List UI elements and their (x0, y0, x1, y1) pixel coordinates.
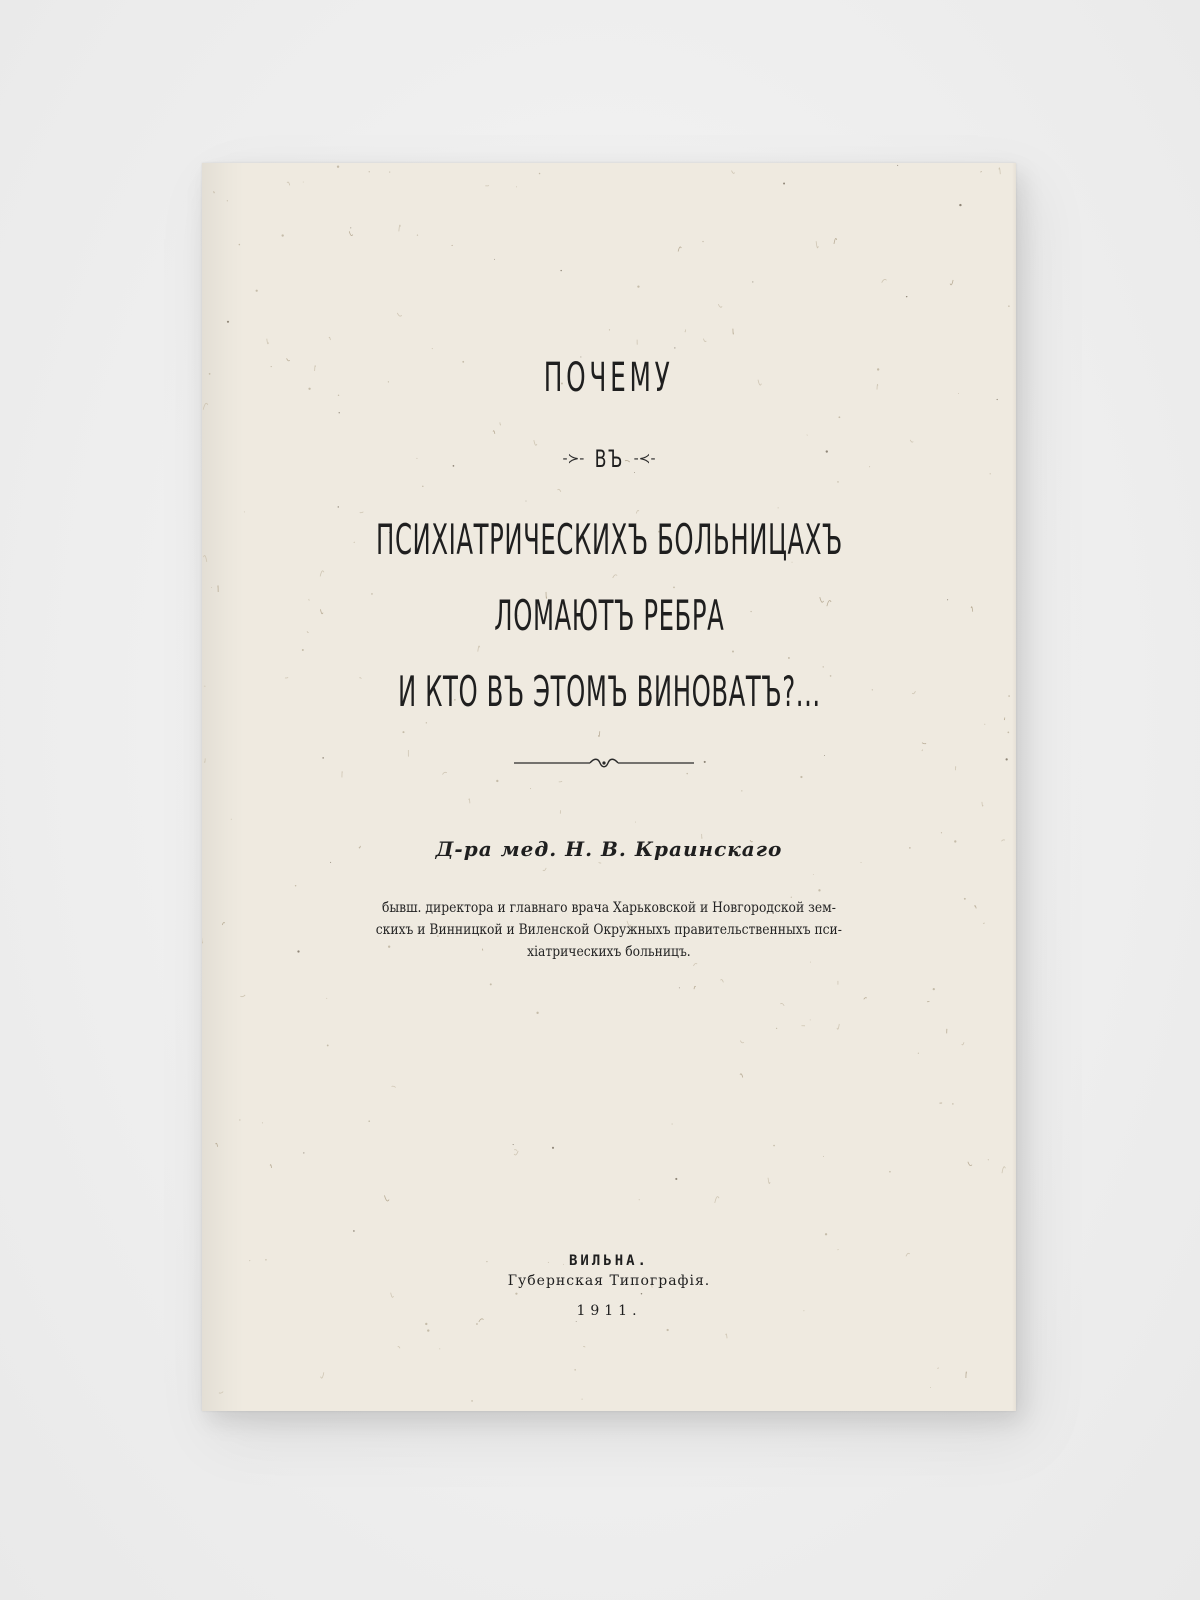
paper-fiber (834, 238, 837, 243)
paper-fiber (981, 171, 982, 172)
paper-speck (897, 165, 898, 166)
publication-city: ВИЛЬНА. (568, 1253, 649, 1269)
paper-fiber (559, 781, 562, 782)
paper-fiber (478, 646, 480, 652)
paper-speck (515, 1293, 517, 1295)
paper-speck (824, 755, 825, 756)
paper-fiber (726, 1334, 727, 1338)
paper-speck (1008, 305, 1010, 307)
paper-fiber (715, 1197, 719, 1203)
paper-fiber (816, 241, 818, 248)
paper-fiber (514, 1150, 517, 1151)
paper-speck (800, 776, 802, 778)
paper-fiber (399, 225, 401, 231)
paper-speck (476, 1323, 478, 1325)
paper-speck (639, 1199, 640, 1200)
paper-fiber (479, 1319, 484, 1322)
paper-fiber (966, 1372, 967, 1378)
paper-fiber (493, 431, 495, 434)
paper-speck (788, 657, 790, 659)
paper-speck (635, 822, 636, 823)
paper-fiber (267, 339, 269, 344)
paper-speck (303, 182, 304, 183)
paper-speck (609, 329, 610, 330)
title-line-4 (202, 591, 1016, 640)
title-word-pochemu: ПОЧЕМУ (544, 355, 674, 401)
paper-speck (990, 473, 991, 474)
paper-fiber (685, 329, 686, 331)
paper-fiber (636, 510, 639, 513)
paper-speck (281, 234, 283, 236)
paper-speck (672, 1123, 673, 1124)
paper-fiber (240, 995, 245, 997)
paper-speck (818, 889, 820, 891)
paper-fiber (780, 1003, 784, 1005)
affiliation-text-2: скихъ и Винницкой и Виленской Окружныхъ правительственныхъ пси- (375, 922, 843, 938)
paper-speck (353, 1230, 355, 1232)
paper-fiber (216, 1143, 218, 1147)
paper-speck (322, 757, 324, 759)
paper-speck (302, 649, 304, 651)
ornament-left-icon: -≻- (562, 451, 585, 467)
paper-speck (810, 962, 811, 963)
paper-fiber (397, 313, 401, 316)
paper-fiber (500, 422, 501, 425)
paper-fiber (398, 1347, 400, 1349)
paper-fiber (613, 575, 617, 578)
paper-speck (295, 885, 296, 886)
paper-speck (889, 1171, 891, 1173)
paper-speck (576, 1321, 577, 1322)
paper-fiber (204, 758, 205, 762)
paper-speck (426, 722, 427, 723)
author-name: Д-ра мед. Н. В. Краинскаго (435, 837, 783, 861)
title-line-3 (202, 515, 1016, 564)
paper-fiber (320, 571, 324, 577)
paper-speck (211, 587, 212, 588)
paper-speck (988, 1159, 989, 1160)
ornament-right-icon: -≺- (633, 451, 656, 467)
paper-fiber (703, 339, 706, 342)
paper-speck (490, 983, 492, 985)
paper-fiber (938, 1368, 939, 1369)
paper-fiber (922, 749, 923, 750)
paper-fiber (999, 168, 1000, 174)
title-line-5 (202, 667, 1016, 716)
paper-speck (702, 241, 703, 242)
paper-fiber (203, 403, 208, 409)
paper-fiber (732, 171, 735, 174)
paper-fiber (950, 280, 953, 285)
paper-fiber (720, 980, 723, 983)
paper-speck (941, 832, 942, 833)
affiliation-line-3 (202, 944, 1016, 960)
paper-speck (239, 1119, 240, 1120)
title-word-v: ВЪ (594, 445, 624, 473)
paper-fiber (392, 1086, 396, 1087)
paper-fiber (287, 182, 290, 185)
book-cover (202, 163, 1016, 1411)
paper-fiber (442, 772, 446, 774)
paper-speck (516, 186, 517, 187)
paper-fiber (982, 802, 983, 806)
paper-speck (752, 281, 753, 282)
paper-fiber (740, 1041, 744, 1043)
paper-speck (536, 1012, 538, 1014)
paper-fiber (882, 279, 887, 282)
paper-speck (637, 286, 639, 288)
paper-fiber (219, 1392, 223, 1394)
paper-speck (471, 1400, 473, 1402)
paper-fiber (768, 1178, 770, 1184)
paper-speck (837, 481, 839, 483)
paper-speck (823, 1156, 824, 1157)
paper-fiber (583, 1346, 585, 1347)
divider-ornament-icon (514, 757, 694, 769)
paper-speck (368, 1120, 370, 1122)
paper-speck (810, 1019, 811, 1020)
paper-speck (1007, 732, 1009, 734)
paper-speck (560, 270, 561, 271)
paper-fiber (349, 231, 353, 235)
paper-fiber (321, 1372, 324, 1378)
paper-speck (783, 182, 785, 184)
paper-speck (673, 587, 675, 589)
paper-fiber (1002, 1167, 1005, 1174)
paper-speck (339, 412, 340, 413)
paper-speck (838, 416, 840, 418)
paper-speck (861, 862, 862, 863)
paper-speck (303, 1152, 304, 1153)
paper-fiber (329, 337, 330, 340)
paper-speck (952, 1103, 954, 1105)
paper-speck (262, 1122, 263, 1123)
paper-fiber (543, 868, 546, 871)
paper-fiber (360, 512, 364, 513)
paper-fiber (718, 304, 722, 307)
paper-speck (427, 1329, 429, 1331)
paper-speck (389, 171, 390, 172)
paper-speck (530, 788, 531, 789)
paper-speck (906, 296, 907, 297)
paper-speck (959, 204, 961, 206)
paper-speck (539, 173, 541, 175)
paper-speck (776, 1028, 777, 1029)
paper-fiber (391, 1293, 394, 1298)
paper-fiber (922, 743, 926, 744)
paper-fiber (693, 963, 697, 966)
paper-speck (439, 1348, 440, 1349)
paper-fiber (910, 440, 913, 442)
title-break-ribs: ЛОМАЮТЪ РЕБРА (493, 591, 725, 640)
paper-fiber (837, 1024, 839, 1029)
paper-speck (667, 1329, 669, 1331)
paper-speck (338, 506, 339, 507)
publication-year: 1911. (576, 1303, 642, 1319)
paper-fiber (678, 247, 681, 252)
title-line-1 (202, 355, 1016, 401)
paper-speck (582, 1399, 583, 1400)
paper-fiber (599, 731, 600, 736)
paper-speck (227, 321, 229, 323)
paper-speck (825, 1233, 827, 1235)
paper-fiber (202, 938, 203, 943)
title-who-is-guilty: И КТО ВЪ ЭТОМЪ ВИНОВАТЪ?... (397, 667, 821, 716)
paper-speck (984, 724, 985, 725)
paper-speck (526, 501, 527, 502)
paper-speck (773, 1145, 775, 1147)
paper-fiber (384, 1195, 389, 1201)
paper-speck (422, 486, 423, 487)
paper-speck (494, 259, 495, 260)
affiliation-line-2 (202, 922, 1016, 938)
paper-speck (330, 862, 331, 863)
paper-speck (231, 819, 232, 820)
paper-fiber (469, 799, 470, 804)
paper-speck (933, 988, 935, 990)
paper-speck (674, 347, 675, 348)
paper-speck (732, 650, 734, 652)
paper-speck (552, 1147, 554, 1149)
paper-speck (704, 761, 706, 763)
paper-speck (791, 897, 792, 898)
paper-fiber (270, 1165, 271, 1168)
paper-speck (930, 1387, 931, 1388)
title-line-2 (202, 445, 1016, 473)
paper-speck (239, 244, 241, 246)
paper-speck (244, 511, 245, 512)
paper-texture (202, 163, 1016, 1411)
paper-speck (679, 987, 680, 988)
paper-speck (227, 200, 228, 201)
paper-speck (337, 166, 339, 168)
paper-fiber (968, 1162, 972, 1166)
paper-speck (741, 790, 742, 791)
paper-fiber (599, 862, 602, 863)
paper-speck (369, 171, 370, 172)
paper-speck (813, 874, 814, 875)
paper-fiber (514, 1151, 518, 1155)
paper-speck (350, 227, 351, 228)
paper-speck (417, 235, 418, 236)
paper-speck (778, 507, 779, 508)
paper-fiber (740, 1074, 743, 1078)
paper-fiber (214, 192, 215, 193)
paper-speck (918, 1053, 919, 1054)
paper-speck (1006, 758, 1008, 760)
affiliation-text-1: бывш. директора и главнаго врача Харьковской и Новгородской зем- (382, 900, 836, 916)
paper-speck (496, 780, 498, 782)
paper-speck (641, 1293, 642, 1294)
paper-fiber (558, 489, 561, 491)
paper-speck (675, 1178, 677, 1180)
paper-fiber (962, 1042, 964, 1045)
paper-speck (425, 1323, 427, 1325)
paper-speck (256, 290, 258, 292)
paper-speck (513, 1144, 514, 1145)
paper-speck (402, 731, 404, 733)
paper-speck (327, 1044, 329, 1046)
title-psychiatric-hospitals: ПСИХІАТРИЧЕСКИХЪ БОЛЬНИЦАХЪ (375, 515, 843, 564)
paper-speck (574, 1369, 575, 1370)
printer-name: Губернская Типографія. (507, 1273, 711, 1289)
paper-speck (432, 348, 433, 349)
affiliation-line-1 (202, 900, 1016, 916)
paper-fiber (864, 998, 867, 1000)
paper-fiber (694, 986, 696, 989)
affiliation-text-3: хіатрическихъ больницъ. (527, 944, 691, 960)
paper-speck (686, 773, 687, 774)
